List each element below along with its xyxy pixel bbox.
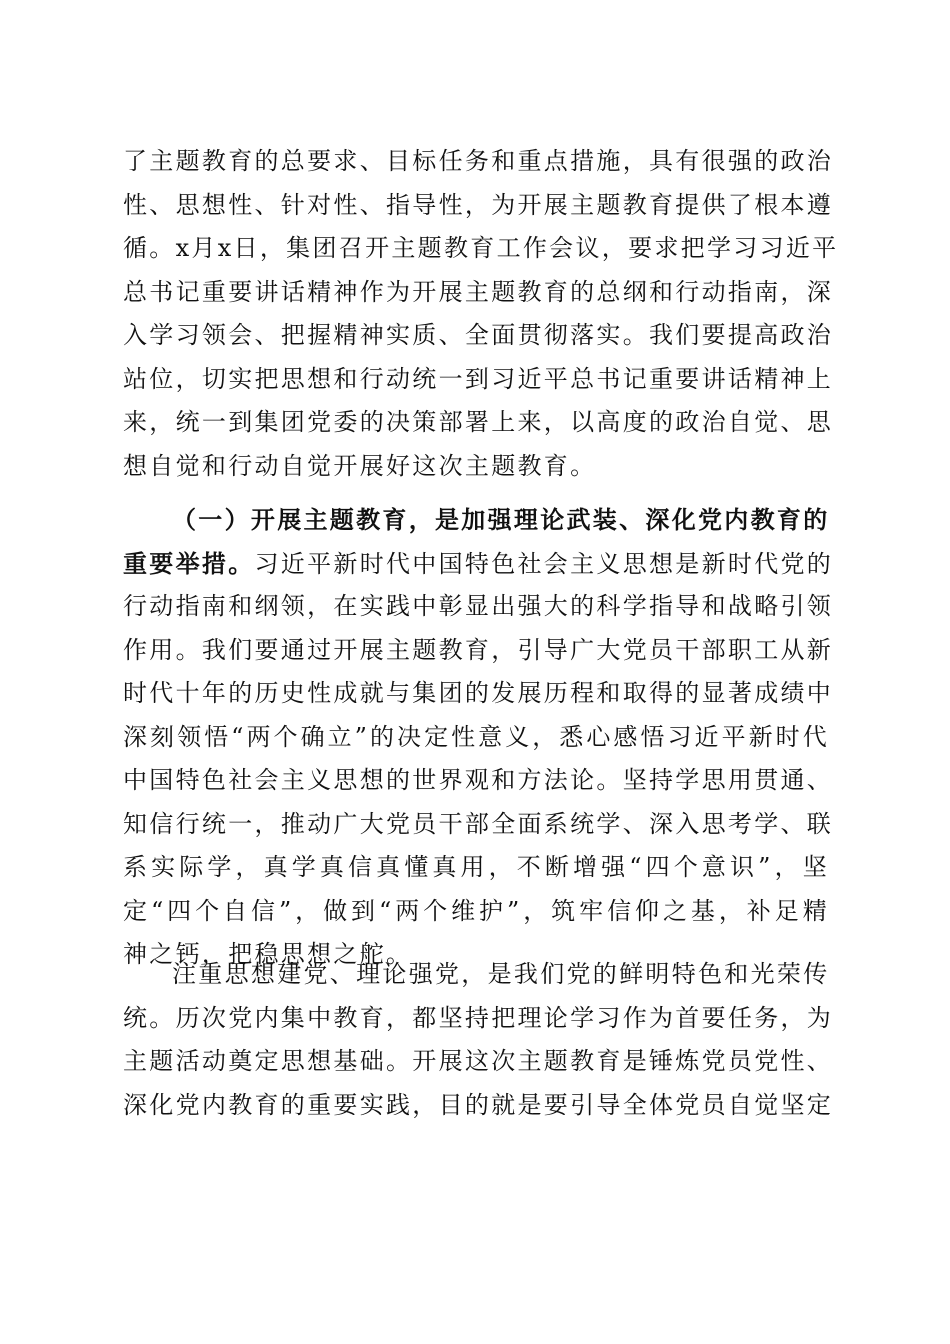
paragraph-1 [123,140,839,488]
paragraph-line: 作用。我们要通过开展主题教育，引导广大党员干部职工从新 [123,635,834,664]
paragraph-line: 注重思想建党、理论强党，是我们党的鲜明特色和光荣传 [172,960,830,988]
paragraph-line: 想自觉和行动自觉开展好这次主题教育。 [123,451,597,480]
paragraph-line: 时代十年的历史性成就与集团的发展历程和取得的显著成绩中 [123,679,834,707]
paragraph-line: 主题活动奠定思想基础。开展这次主题教育是锤炼党员党性、 [123,1047,834,1075]
paragraph-line: 入学习领会、把握精神实质、全面贯彻落实。我们要提高政治 [123,321,834,349]
paragraph-line: 来，统一到集团党委的决策部署上来，以高度的政治自觉、思 [123,408,834,436]
paragraph-line: 性、思想性、针对性、指导性，为开展主题教育提供了根本遵 [123,190,834,219]
paragraph-line: 中国特色社会主义思想的世界观和方法论。坚持学思用贯通、 [123,766,834,794]
paragraph-2 [123,498,834,977]
section-heading: （一）开展主题教育，是加强理论武装、深化党内教育的 [172,505,830,534]
paragraph-text: 习近平新时代中国特色社会主义思想是新时代党的 [254,549,834,578]
paragraph-line: 了主题教育的总要求、目标任务和重点措施，具有很强的政治 [123,147,834,175]
paragraph-line: 神之钙，把稳思想之舵。 [123,940,413,968]
paragraph-line: 循。x月x日，集团召开主题教育工作会议，要求把学习习近平 [123,234,839,262]
paragraph-line: 系实际学，真学真信真懂真用，不断增强“四个意识”，坚 [123,853,829,881]
paragraph-line: 站位，切实把思想和行动统一到习近平总书记重要讲话精神上 [123,364,834,393]
section-heading-end: 重要举措。 [123,548,255,578]
paragraph-line: 统。历次党内集中教育，都坚持把理论学习作为首要任务，为 [123,1003,834,1032]
paragraph-line [123,542,834,586]
paragraph-line: 定“四个自信”，做到“两个维护”，筑牢信仰之基，补足精 [123,896,829,925]
paragraph-line: 深化党内教育的重要实践，目的就是要引导全体党员自觉坚定 [123,1090,834,1119]
paragraph-line: 行动指南和纲领，在实践中彰显出强大的科学指导和战略引领 [123,592,834,620]
paragraph-line: 总书记重要讲话精神作为开展主题教育的总纲和行动指南，深 [123,277,834,306]
paragraph-3 [123,953,834,1127]
paragraph-line: 知信行统一，推动广大党员干部全面系统学、深入思考学、联 [123,809,834,838]
paragraph-line: 深刻领悟“两个确立”的决定性意义，悉心感悟习近平新时代 [123,722,829,751]
